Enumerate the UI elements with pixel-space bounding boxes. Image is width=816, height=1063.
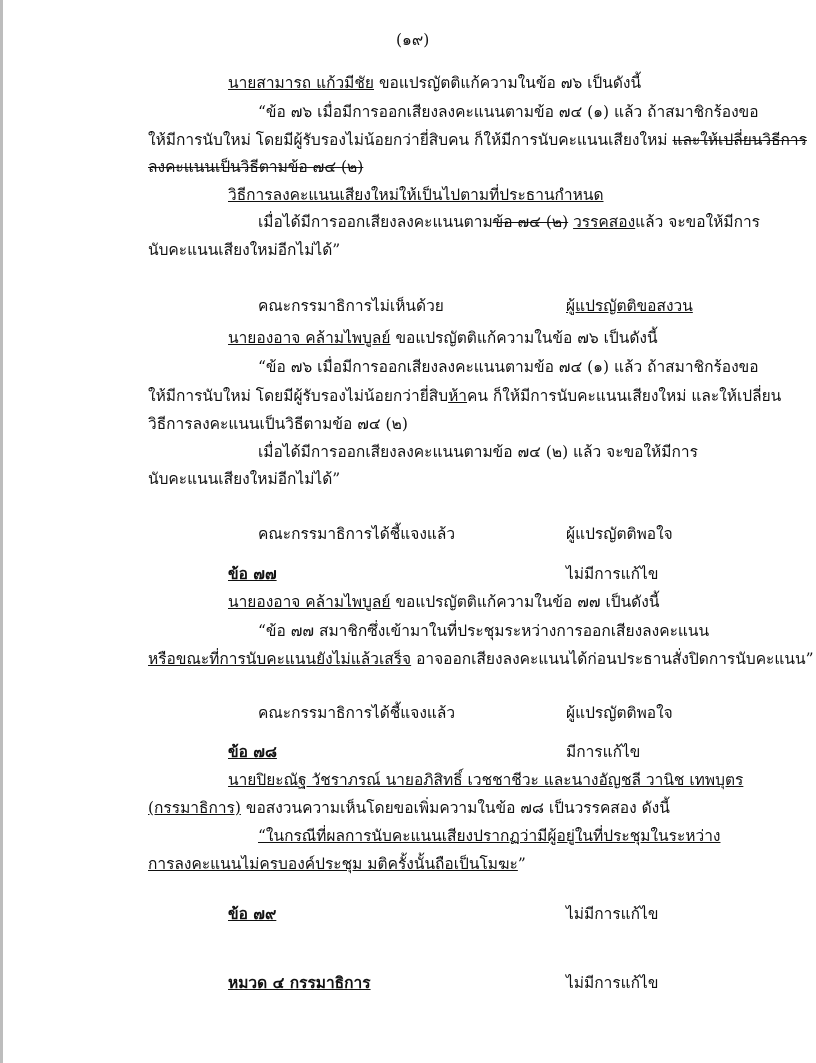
mover-result: ผู้แปรญัตติขอสงวน bbox=[566, 297, 693, 315]
closing-quote: ” bbox=[517, 855, 526, 873]
inserted-text-line: “ในกรณีที่ผลการนับคะแนนเสียงปรากฏว่ามีผู้อยู่ในที่ประชุมในระหว่าง bbox=[258, 827, 721, 845]
mover-name: นายสามารถ แก้วมีชัย bbox=[228, 74, 375, 92]
amendment-text-line: นับคะแนนเสียงใหม่อีกไม่ได้” bbox=[148, 241, 341, 259]
amendment-76b-header bbox=[228, 328, 658, 348]
amendment-intro: ขอสงวนความเห็นโดยขอเพิ่มความในข้อ ๗๘ เป็นวรรคสอง ดังนี้ bbox=[245, 799, 670, 817]
amendment-text-line bbox=[148, 157, 363, 177]
amendment-78-intro-line bbox=[148, 798, 670, 818]
inserted-text: วรรคสอง bbox=[573, 213, 636, 231]
mover-result: ผู้แปรญัตติพอใจ bbox=[566, 525, 673, 543]
amendment-text: แล้ว จะขอให้มีการ bbox=[635, 213, 760, 231]
committee-response: คณะกรรมาธิการได้ชี้แจงแล้ว bbox=[258, 525, 456, 543]
amendment-text-line bbox=[148, 649, 814, 669]
page-number: (๑๙) bbox=[396, 31, 430, 49]
amendment-text: เมื่อได้มีการออกเสียงลงคะแนนตาม bbox=[258, 213, 493, 231]
amendment-76a-header bbox=[228, 73, 641, 93]
amendment-text-line: เมื่อได้มีการออกเสียงลงคะแนนตามข้อ ๗๔ (๒) แล้ว จะขอให้มีการ bbox=[258, 443, 698, 461]
amendment-text: คน ก็ให้มีการนับคะแนนเสียงใหม่ และให้เปลี่ยน bbox=[467, 387, 782, 405]
inserted-text-line: วิธีการลงคะแนนเสียงใหม่ให้เป็นไปตามที่ประธานกำหนด bbox=[228, 186, 604, 204]
amendment-text-line: “ข้อ ๗๖ เมื่อมีการออกเสียงลงคะแนนตามข้อ ๗๔ (๑) แล้ว ถ้าสมาชิกร้องขอ bbox=[258, 103, 759, 121]
amendment-intro: ขอแปรญัตติแก้ความในข้อ ๗๗ เป็นดังนี้ bbox=[395, 593, 660, 611]
section-status: ไม่มีการแก้ไข bbox=[566, 905, 659, 923]
section-status: มีการแก้ไข bbox=[566, 743, 641, 761]
amendment-text: ให้มีการนับใหม่ โดยมีผู้รับรองไม่น้อยกว่ายี่สิบ bbox=[148, 387, 449, 405]
struck-text: และให้เปลี่ยนวิธีการ bbox=[672, 131, 807, 149]
amendment-intro: ขอแปรญัตติแก้ความในข้อ ๗๖ เป็นดังนี้ bbox=[378, 74, 642, 92]
mover-role: (กรรมาธิการ) bbox=[148, 799, 241, 817]
chapter-heading: หมวด ๔ กรรมาธิการ bbox=[228, 973, 371, 992]
section-heading-78: ข้อ ๗๘ bbox=[228, 742, 277, 761]
amendment-text-line: นับคะแนนเสียงใหม่อีกไม่ได้” bbox=[148, 470, 341, 488]
amendment-text-line: “ข้อ ๗๖ เมื่อมีการออกเสียงลงคะแนนตามข้อ ๗๔ (๑) แล้ว ถ้าสมาชิกร้องขอ bbox=[258, 358, 759, 376]
mover-name: นายองอาจ คล้ามไพบูลย์ bbox=[228, 593, 391, 611]
section-status: ไม่มีการแก้ไข bbox=[566, 565, 659, 583]
amendment-text-line bbox=[148, 130, 807, 150]
mover-result: ผู้แปรญัตติพอใจ bbox=[566, 704, 673, 722]
section-heading-79: ข้อ ๗๙ bbox=[228, 904, 277, 923]
amendment-text: ให้มีการนับใหม่ โดยมีผู้รับรองไม่น้อยกว่ายี่สิบคน ก็ให้มีการนับคะแนนเสียงใหม่ bbox=[148, 131, 668, 149]
scan-edge bbox=[0, 0, 3, 1063]
commissioner-names: นายปิยะณัฐ วัชราภรณ์ นายอภิสิทธิ์ เวชชาชีวะ และนางอัญชลี วานิช เทพบุตร bbox=[228, 771, 744, 789]
amendment-text-line bbox=[258, 212, 760, 232]
inserted-text: การลงคะแนนไม่ครบองค์ประชุม มติครั้งนั้นถือเป็นโมฆะ bbox=[148, 855, 518, 873]
amendment-text-line bbox=[148, 386, 781, 406]
inserted-text-line bbox=[148, 854, 526, 874]
amendment-intro: ขอแปรญัตติแก้ความในข้อ ๗๖ เป็นดังนี้ bbox=[395, 329, 658, 347]
committee-response: คณะกรรมาธิการได้ชี้แจงแล้ว bbox=[258, 704, 456, 722]
amendment-77-header bbox=[228, 592, 659, 612]
amendment-text-line: “ข้อ ๗๗ สมาชิกซึ่งเข้ามาในที่ประชุมระหว่างการออกเสียงลงคะแนน bbox=[258, 622, 710, 640]
inserted-text: หรือขณะที่การนับคะแนนยังไม่แล้วเสร็จ bbox=[148, 650, 412, 668]
inserted-text: ห้า bbox=[448, 387, 468, 405]
amendment-text-line: วิธีการลงคะแนนเป็นวิธีตามข้อ ๗๔ (๒) bbox=[148, 415, 408, 433]
chapter-status: ไม่มีการแก้ไข bbox=[566, 974, 659, 992]
amendment-text: อาจออกเสียงลงคะแนนได้ก่อนประธานสั่งปิดการนับคะแนน” bbox=[416, 650, 814, 668]
struck-text: ข้อ ๗๔ (๒) bbox=[492, 213, 569, 231]
committee-response: คณะกรรมาธิการไม่เห็นด้วย bbox=[258, 297, 444, 315]
section-heading-77: ข้อ ๗๗ bbox=[228, 564, 277, 583]
mover-name: นายองอาจ คล้ามไพบูลย์ bbox=[228, 329, 391, 347]
struck-text: ลงคะแนนเป็นวิธีตามข้อ ๗๔ (๒) bbox=[148, 158, 364, 176]
